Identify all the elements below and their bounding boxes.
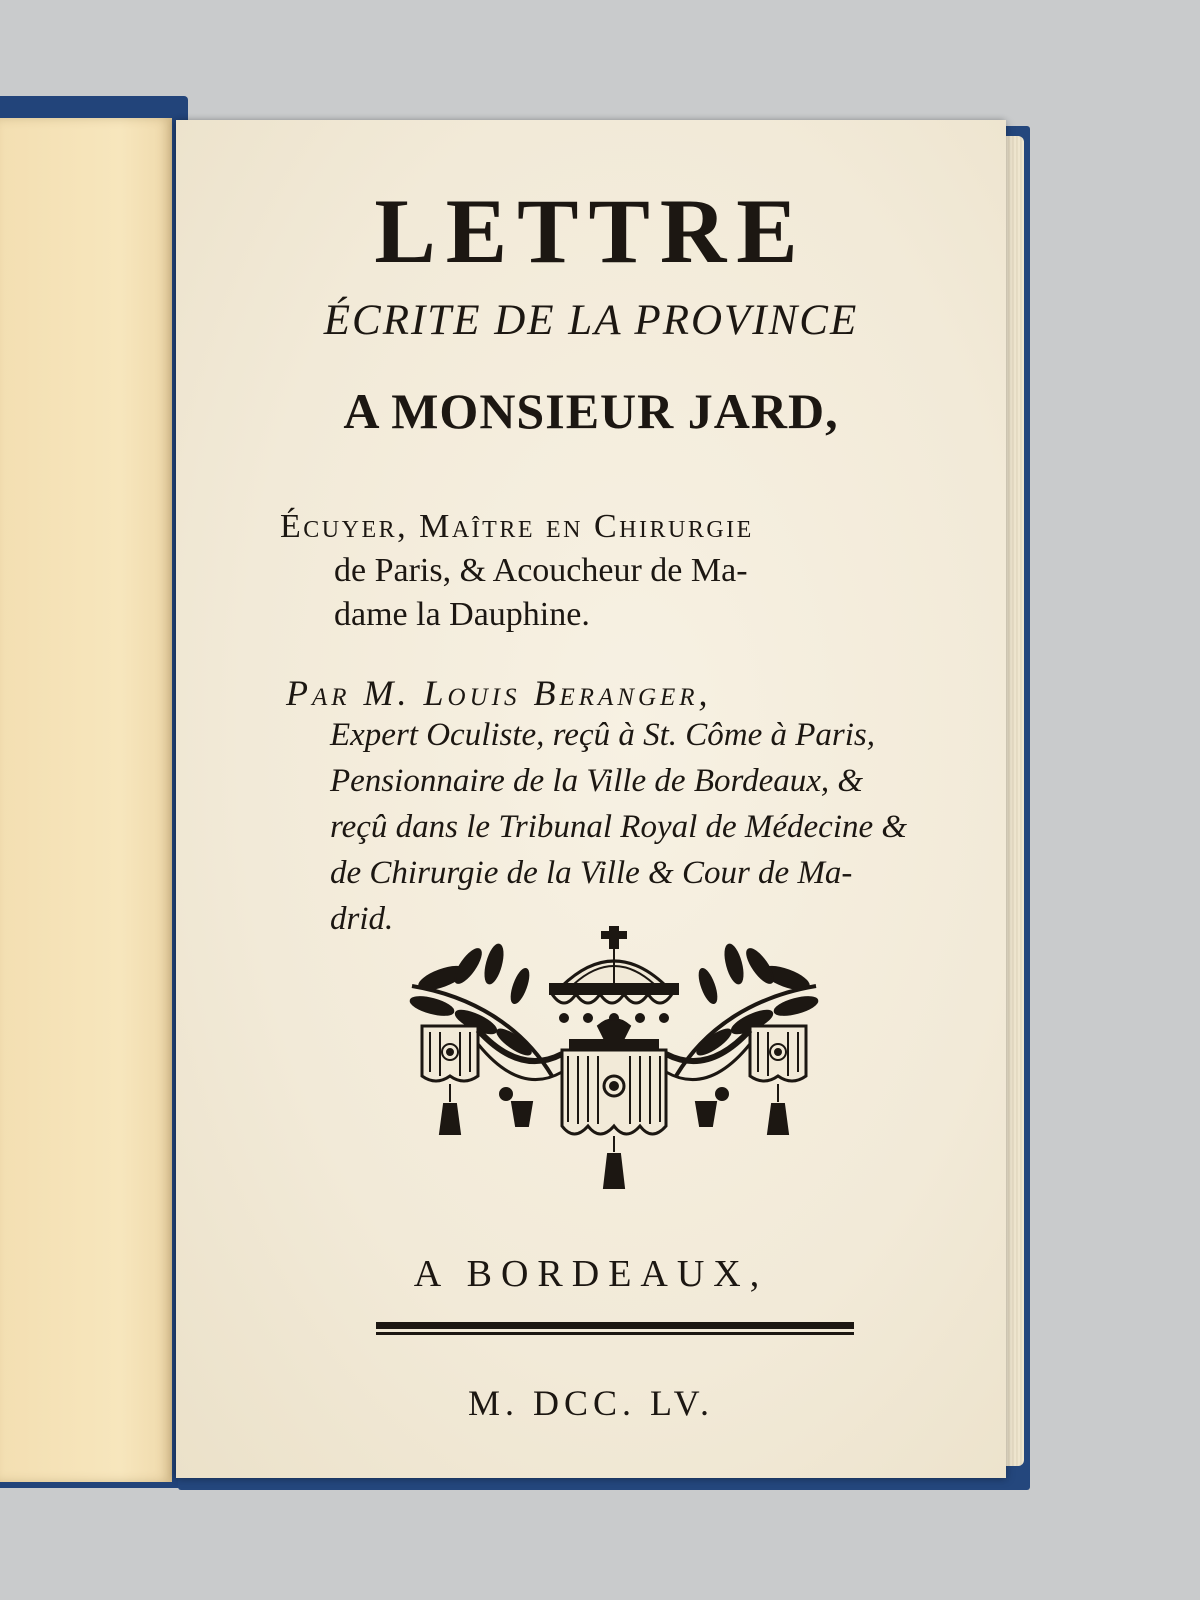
addressee-title-line: Écuyer, Maître en Chirurgie	[280, 508, 754, 545]
author-line: Expert Oculiste, reçû à St. Côme à Paris,	[330, 717, 876, 753]
author-line: drid.	[330, 901, 394, 937]
title-page	[176, 120, 1006, 1478]
imprint-rule-thin	[376, 1332, 854, 1335]
author-line: de Chirurgie de la Ville & Cour de Ma-	[330, 855, 853, 891]
imprint-rule	[376, 1322, 854, 1329]
author-line: reçû dans le Tribunal Royal de Médecine &	[330, 809, 908, 845]
imprint-place: A BORDEAUX,	[413, 1253, 769, 1295]
author-line: Pensionnaire de la Ville de Bordeaux, &	[330, 763, 864, 799]
addressee: A MONSIEUR JARD,	[343, 383, 839, 439]
addressee-title-line: dame la Dauphine.	[334, 596, 590, 633]
page-title: LETTRE	[374, 180, 808, 282]
left-flyleaf	[0, 118, 172, 1482]
imprint-date: M. DCC. LV.	[467, 1383, 715, 1423]
subtitle: ÉCRITE DE LA PROVINCE	[323, 297, 859, 344]
crowned-canopy-ornament-icon	[402, 926, 826, 1196]
author-line: Par M. Louis Beranger,	[286, 673, 712, 713]
addressee-title-line: de Paris, & Acoucheur de Ma-	[334, 552, 748, 589]
